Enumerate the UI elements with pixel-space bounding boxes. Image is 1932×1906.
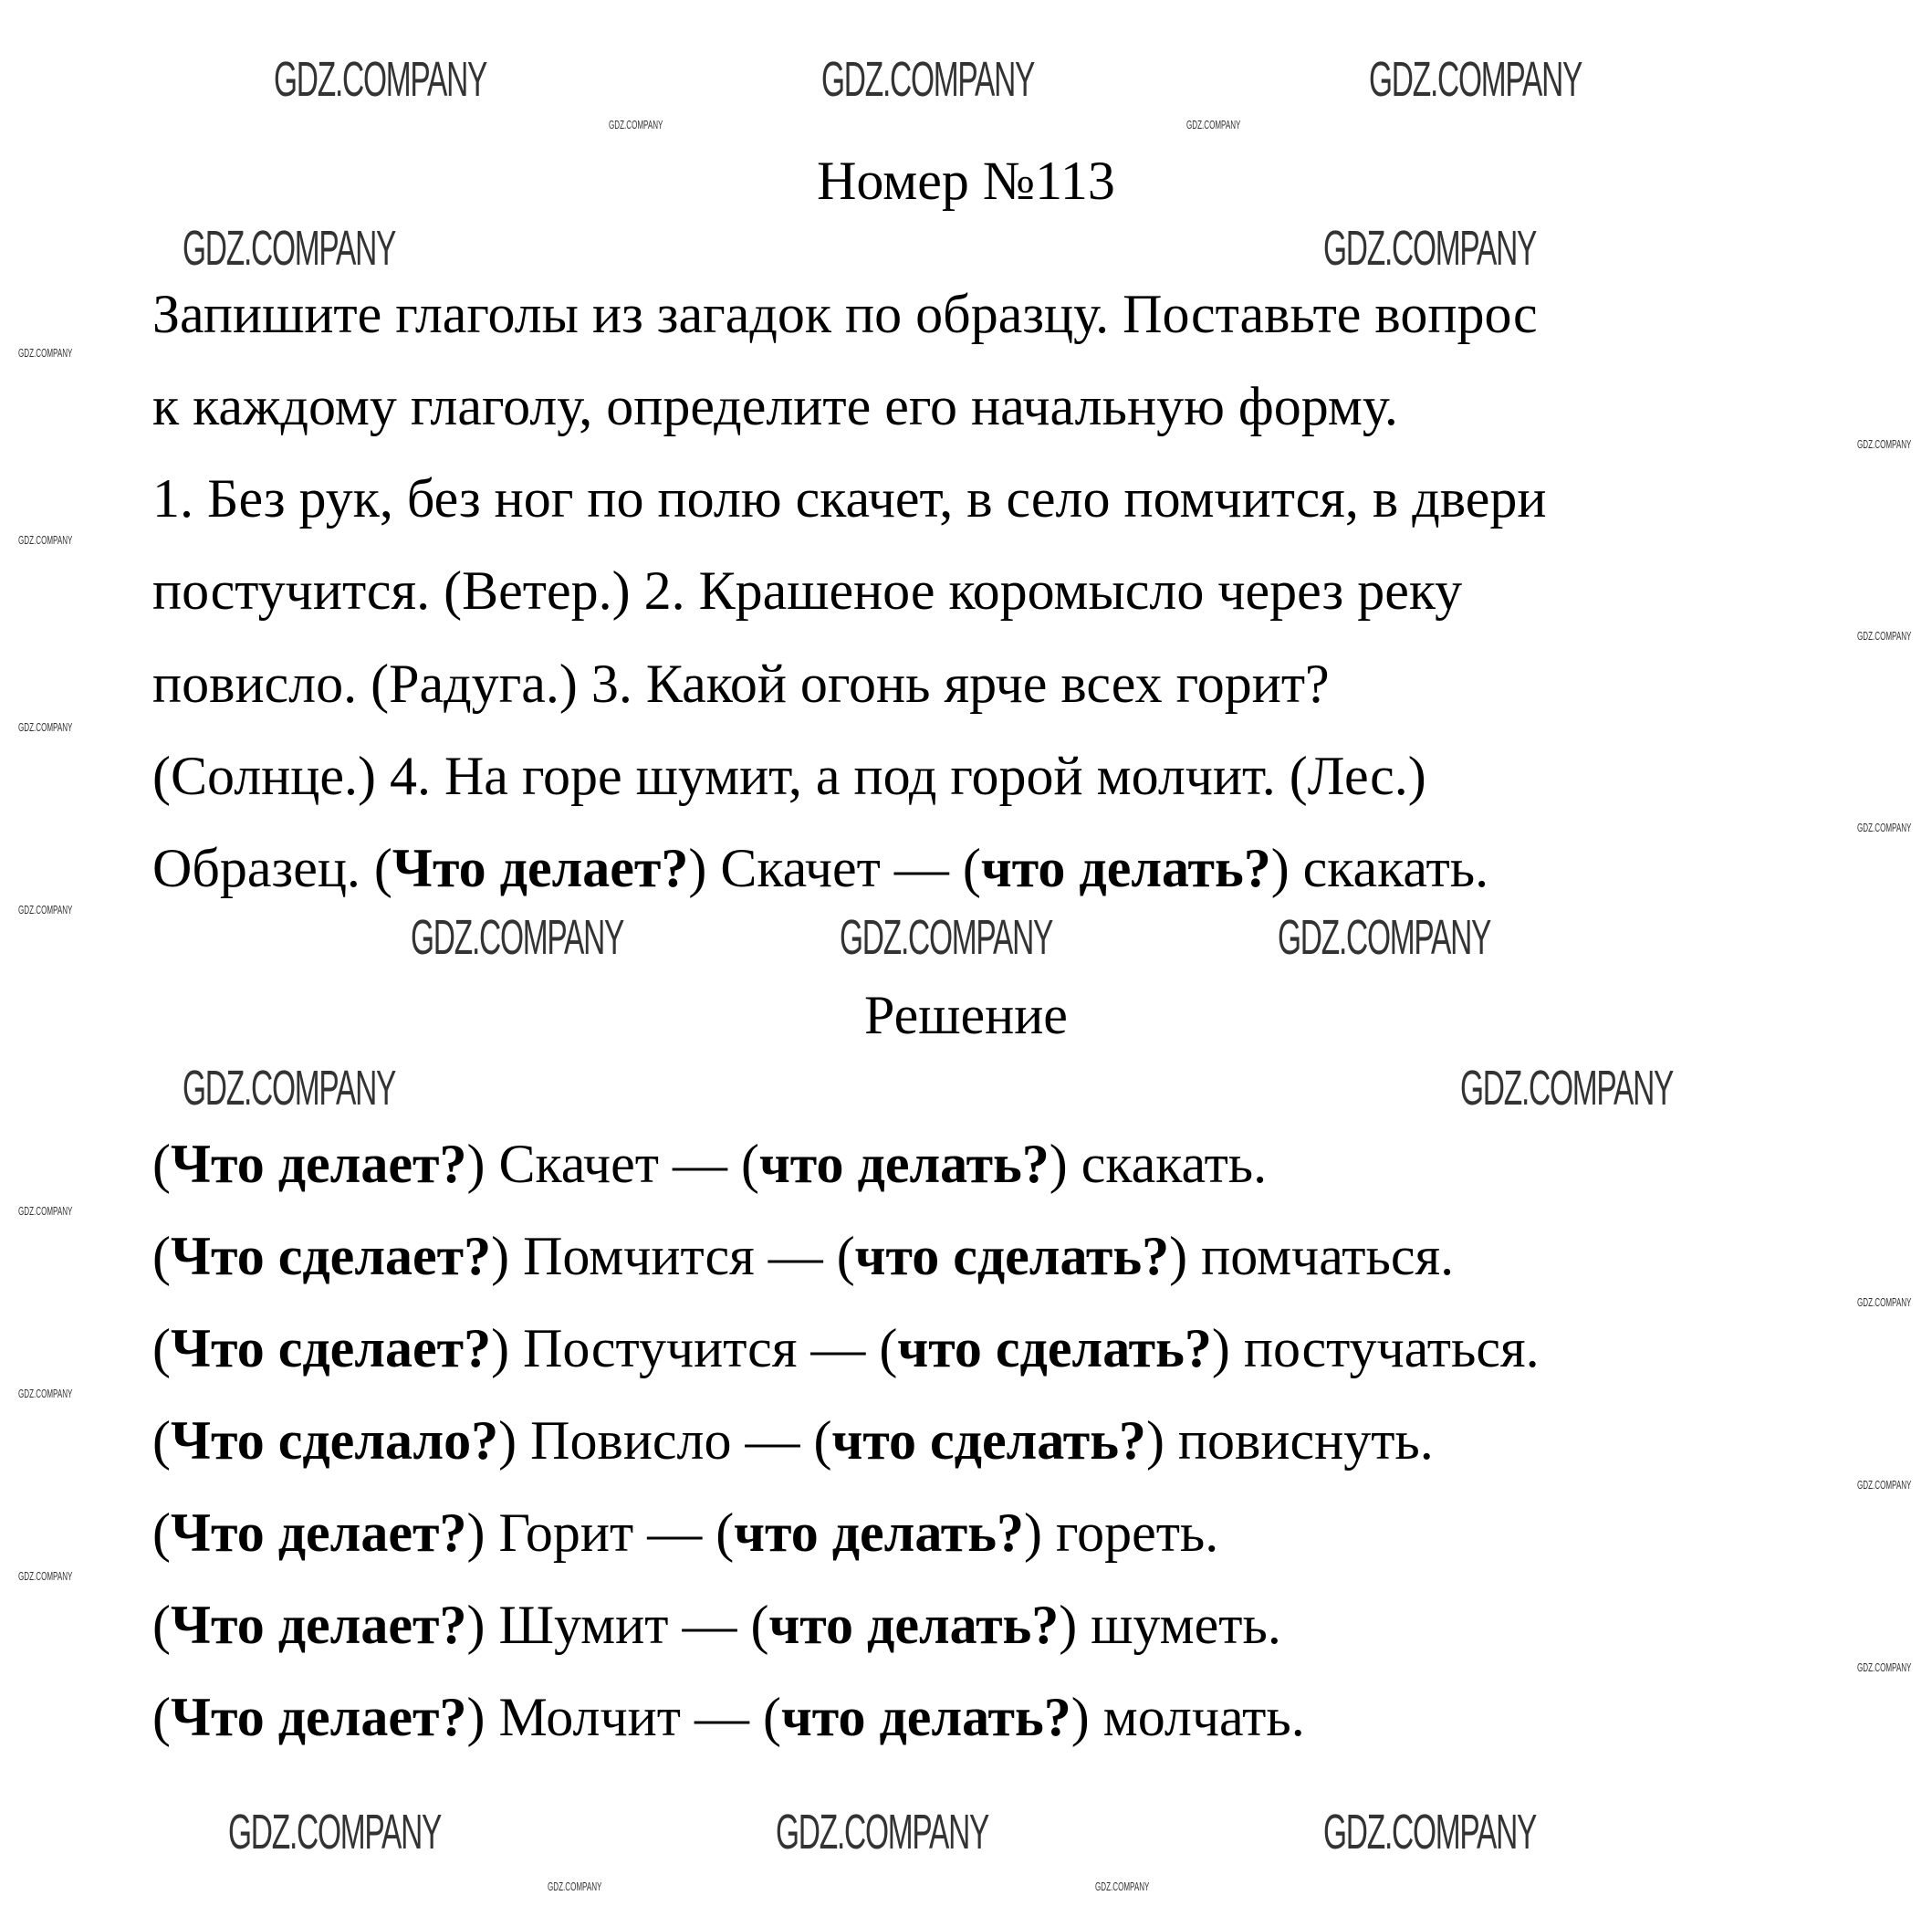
watermark: GDZ.COMPANY <box>18 1387 73 1400</box>
answer-line <box>152 1226 1455 1286</box>
watermark: GDZ.COMPANY <box>1857 629 1912 643</box>
sample-question: Что делает? <box>392 838 689 898</box>
watermark: GDZ.COMPANY <box>274 52 487 107</box>
answer-line <box>152 1134 1268 1194</box>
question: Что делает? <box>170 1134 467 1194</box>
watermark: GDZ.COMPANY <box>840 910 1053 965</box>
question: Что сделает? <box>170 1318 492 1378</box>
punctuation: ( <box>152 1226 171 1286</box>
question: что сделать? <box>897 1318 1212 1378</box>
watermark: GDZ.COMPANY <box>18 346 73 360</box>
task-line: повисло. (Радуга.) 3. Какой огонь ярче всех горит? <box>152 654 1330 714</box>
punctuation: ) <box>1211 1318 1244 1378</box>
verb-form: Скачет <box>498 1134 659 1194</box>
question: что сделать? <box>831 1410 1146 1471</box>
watermark: GDZ.COMPANY <box>1857 1478 1912 1492</box>
verb-form: Постучится <box>523 1318 798 1378</box>
punctuation: ( <box>152 1318 171 1378</box>
verb-form: молчать. <box>1102 1687 1305 1747</box>
punctuation: ) <box>1145 1410 1178 1471</box>
punctuation: ( <box>152 1503 171 1563</box>
task-line: (Солнце.) 4. На горе шумит, а под горой молчит. (Лес.) <box>152 746 1426 806</box>
punctuation: ) <box>466 1595 499 1655</box>
question: что делать? <box>768 1595 1060 1655</box>
verb-form: повиснуть. <box>1177 1410 1434 1471</box>
question: что делать? <box>734 1503 1024 1563</box>
watermark: GDZ.COMPANY <box>548 1880 602 1893</box>
page-title: Номер №113 <box>817 151 1115 211</box>
verb-form: Повисло <box>530 1410 732 1471</box>
question: Что делает? <box>170 1687 467 1747</box>
watermark: GDZ.COMPANY <box>821 52 1035 107</box>
answer-line <box>152 1687 1305 1747</box>
punctuation: ) <box>1049 1134 1081 1194</box>
task-line: к каждому глаголу, определите его начальную форму. <box>152 376 1398 436</box>
punctuation: ) <box>1023 1503 1056 1563</box>
punctuation: ( <box>152 1134 171 1194</box>
watermark: GDZ.COMPANY <box>18 533 73 547</box>
sample-verb: ) Скачет — ( <box>688 838 981 898</box>
sample-prefix: Образец. ( <box>152 838 392 898</box>
solution-heading: Решение <box>864 985 1068 1045</box>
punctuation: ( <box>152 1595 171 1655</box>
answer-line <box>152 1503 1219 1563</box>
watermark: GDZ.COMPANY <box>411 910 624 965</box>
verb-form: Горит <box>498 1503 634 1563</box>
punctuation: — ( <box>754 1226 855 1286</box>
watermark: GDZ.COMPANY <box>228 1805 442 1859</box>
sample-infinitive: ) скакать. <box>1270 838 1489 898</box>
verb-form: помчаться. <box>1201 1226 1455 1286</box>
punctuation: ) <box>1169 1226 1202 1286</box>
watermark: GDZ.COMPANY <box>1323 221 1537 276</box>
sample-infinitive-question: что делать? <box>980 838 1271 898</box>
watermark: GDZ.COMPANY <box>1857 1295 1912 1309</box>
task-line: постучится. (Ветер.) 2. Крашеное коромысло через реку <box>152 560 1463 621</box>
punctuation: ) <box>466 1134 499 1194</box>
punctuation: ) <box>491 1226 524 1286</box>
question: Что делает? <box>170 1595 467 1655</box>
watermark: GDZ.COMPANY <box>1323 1805 1537 1859</box>
watermark: GDZ.COMPANY <box>1460 1061 1674 1115</box>
watermark: GDZ.COMPANY <box>1095 1880 1150 1893</box>
question: Что делает? <box>170 1503 467 1563</box>
punctuation: — ( <box>633 1503 735 1563</box>
sample-line <box>152 838 1489 898</box>
verb-form: Молчит <box>498 1687 681 1747</box>
task-line: Запишите глаголы из загадок по образцу. Поставьте вопрос <box>152 284 1538 344</box>
watermark: GDZ.COMPANY <box>18 1204 73 1218</box>
watermark: GDZ.COMPANY <box>1857 1660 1912 1674</box>
watermark: GDZ.COMPANY <box>18 720 73 734</box>
punctuation: ) <box>466 1687 499 1747</box>
watermark: GDZ.COMPANY <box>1369 52 1582 107</box>
punctuation: ) <box>498 1410 531 1471</box>
punctuation: ) <box>1059 1595 1091 1655</box>
watermark: GDZ.COMPANY <box>183 221 396 276</box>
punctuation: ) <box>466 1503 499 1563</box>
watermark: GDZ.COMPANY <box>1278 910 1491 965</box>
watermark: GDZ.COMPANY <box>1857 437 1912 451</box>
verb-form: Шумит <box>498 1595 669 1655</box>
verb-form: гореть. <box>1055 1503 1219 1563</box>
question: Что сделало? <box>170 1410 499 1471</box>
task-line: 1. Без рук, без ног по полю скачет, в село помчится, в двери <box>152 468 1547 529</box>
answer-line <box>152 1318 1540 1378</box>
question: что делать? <box>758 1134 1050 1194</box>
watermark: GDZ.COMPANY <box>183 1061 396 1115</box>
watermark: GDZ.COMPANY <box>609 118 663 131</box>
punctuation: — ( <box>680 1687 781 1747</box>
question: Что сделает? <box>170 1226 492 1286</box>
watermark: GDZ.COMPANY <box>18 1569 73 1583</box>
watermark: GDZ.COMPANY <box>1186 118 1241 131</box>
punctuation: ( <box>152 1687 171 1747</box>
verb-form: постучаться. <box>1243 1318 1540 1378</box>
punctuation: ) <box>491 1318 524 1378</box>
punctuation: — ( <box>668 1595 769 1655</box>
verb-form: шуметь. <box>1091 1595 1281 1655</box>
punctuation: — ( <box>797 1318 898 1378</box>
punctuation: ) <box>1070 1687 1103 1747</box>
verb-form: Помчится <box>523 1226 755 1286</box>
question: что сделать? <box>854 1226 1170 1286</box>
punctuation: ( <box>152 1410 171 1471</box>
punctuation: — ( <box>658 1134 759 1194</box>
watermark: GDZ.COMPANY <box>18 903 73 916</box>
answer-line <box>152 1410 1434 1471</box>
verb-form: скакать. <box>1081 1134 1268 1194</box>
watermark: GDZ.COMPANY <box>776 1805 989 1859</box>
answer-line <box>152 1595 1281 1655</box>
watermark: GDZ.COMPANY <box>1857 821 1912 834</box>
punctuation: — ( <box>731 1410 832 1471</box>
question: что делать? <box>780 1687 1071 1747</box>
